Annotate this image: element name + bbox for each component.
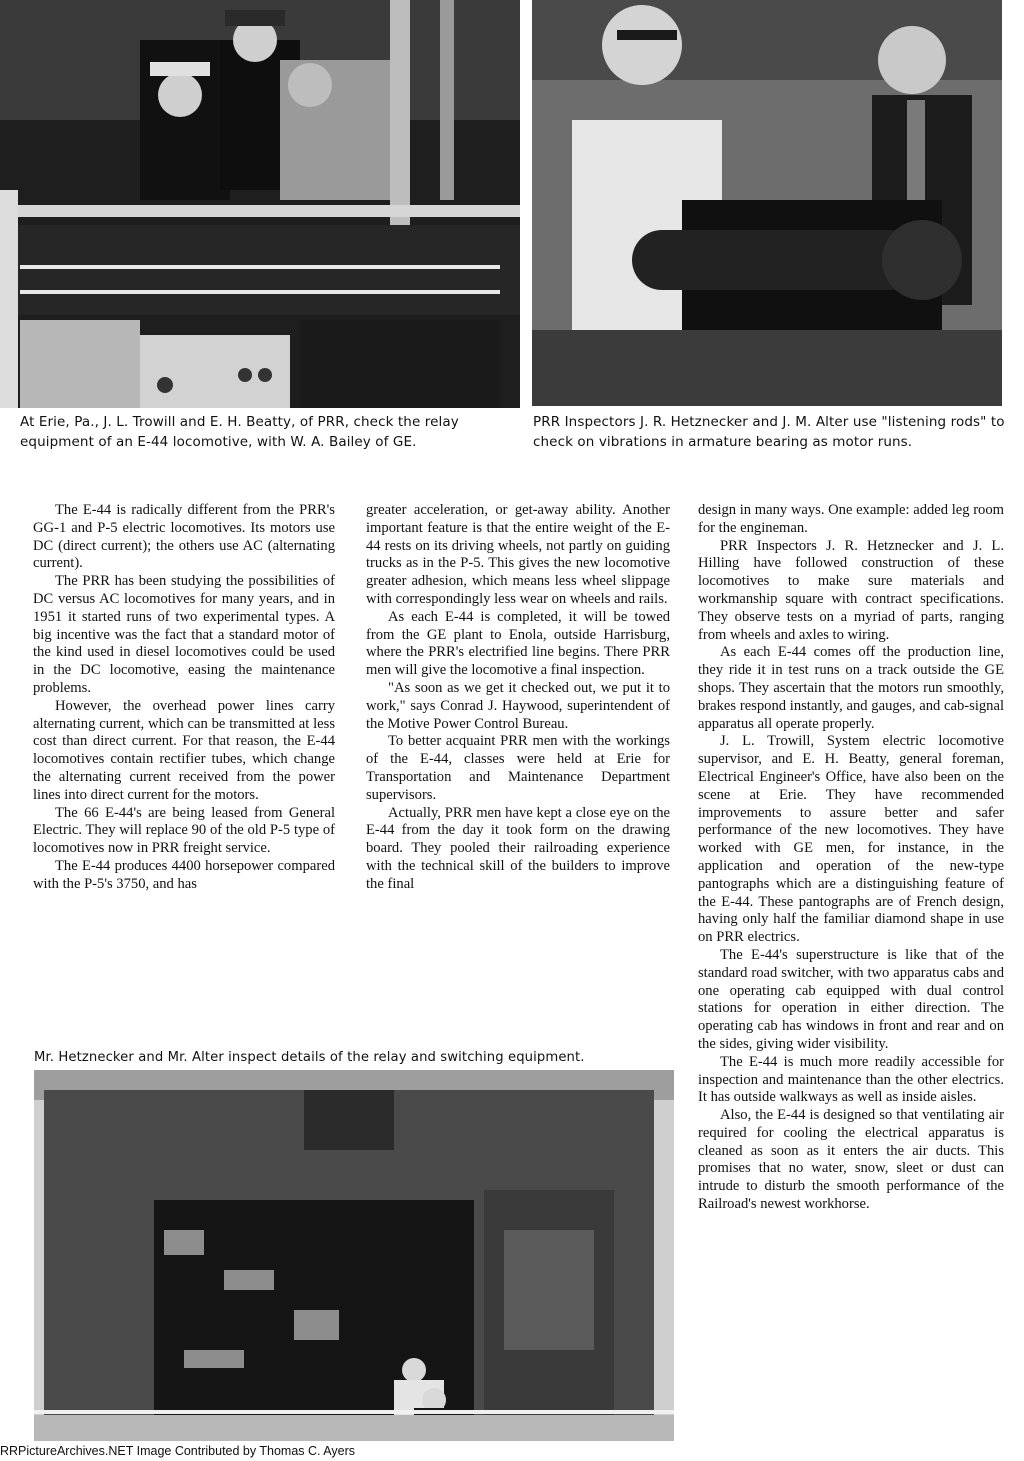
article-column-2: [366, 502, 670, 894]
paragraph: J. L. Trowill, System electric locomotive supervisor, and E. H. Beatty, general foreman, Electrical Engineer's Office, have also been on the scene at Erie. They have recommended improvements to assure better and safer performance of the new locomotives. They have worked with GE men, for instance, in the application and operation of the new-type pantographs which are a distinguishing feature of the E-44. These pantographs are of French design, having only half the familiar diamond shape in use on PRR electrics.: [698, 733, 1004, 946]
photo-switching-equipment: [34, 1070, 674, 1441]
article-column-1: [33, 502, 335, 894]
paragraph: "As soon as we get it checked out, we put it to work," says Conrad J. Haywood, superintendent of the Motive Power Control Bureau.: [366, 679, 670, 732]
paragraph: The 66 E-44's are being leased from General Electric. They will replace 90 of the old P-5 type of locomotives now in PRR freight service.: [33, 804, 335, 857]
paragraph: The E-44 produces 4400 horsepower compared with the P-5's 3750, and has: [33, 857, 335, 892]
paragraph: The E-44 is much more readily accessible for inspection and maintenance than the other electrics. It has outside walkways as well as inside aisles.: [698, 1053, 1004, 1106]
paragraph: Also, the E-44 is designed so that ventilating air required for cooling the electrical apparatus is cleaned as soon as it enters the air ducts. This promises that no water, snow, sleet or dust can intrude to disturb the smooth performance of the Railroad's newest workhorse.: [698, 1107, 1004, 1213]
photo-relay-equipment: [0, 0, 520, 408]
caption-listening-rods: PRR Inspectors J. R. Hetznecker and J. M. Alter use "listening rods" to check on vibrations in armature bearing as motor runs.: [533, 414, 1005, 450]
paragraph: To better acquaint PRR men with the workings of the E-44, classes were held at Erie for Transportation and Maintenance Department supervisors.: [366, 733, 670, 803]
caption-relay-equipment: At Erie, Pa., J. L. Trowill and E. H. Beatty, of PRR, check the relay equipment of an E-44 locomotive, with W. A. Bailey of GE.: [20, 414, 459, 450]
paragraph: The E-44's superstructure is like that of the standard road switcher, with two apparatus cabs and one operating cab equipped with dual control stations for operation in either direction. The operating cab has windows in front and rear and on the sides, giving wider visibility.: [698, 946, 1004, 1052]
paragraph: Actually, PRR men have kept a close eye on the E-44 from the day it took form on the drawing board. They pooled their railroading experience with the technical skill of the builders to improve the final: [366, 804, 670, 892]
paragraph: design in many ways. One example: added leg room for the engineman.: [698, 502, 1004, 536]
paragraph: PRR Inspectors J. R. Hetznecker and J. L. Hilling have followed construction of these locomotives to make sure materials and workmanship square with contract specifications. They observe tests on a myriad of parts, ranging from wheels and axles to wiring.: [698, 537, 1004, 643]
caption-switching-equipment: Mr. Hetznecker and Mr. Alter inspect details of the relay and switching equipment.: [34, 1050, 585, 1065]
paragraph: The E-44 is radically different from the PRR's GG-1 and P-5 electric locomotives. Its motors use DC (direct current); the others use AC (alternating current).: [33, 502, 335, 572]
paragraph: The PRR has been studying the possibilities of DC versus AC locomotives for many years, and in 1951 it started runs of two experimental types. A big incentive was the fact that a standard motor of the kind used in diesel locomotives could be used in the DC locomotive, easing the maintenance problems.: [33, 573, 335, 696]
paragraph: As each E-44 is completed, it will be towed from the GE plant to Enola, outside Harrisburg, where the PRR's electrified line begins. There PRR men will give the locomotive a final inspection.: [366, 608, 670, 679]
article-column-3: [698, 502, 1004, 1214]
paragraph: However, the overhead power lines carry alternating current, which can be transmitted at less cost than direct current. For that reason, the E-44 locomotives contain rectifier tubes, which change the alternating current received from the power lines into direct current for the motors.: [33, 697, 335, 803]
paragraph: As each E-44 comes off the production line, they ride it in test runs on a track outside the GE shops. They ascertain that the motors run smoothly, brakes respond instantly, and gauges, and cab-signal apparatus all operate properly.: [698, 644, 1004, 732]
paragraph: greater acceleration, or get-away ability. Another important feature is that the entire weight of the E-44 rests on its driving wheels, not partly on guiding trucks as in the P-5. This gives the new locomotive greater adhesion, which means less wheel slippage with correspondingly less wear on wheels and rails.: [366, 502, 670, 607]
photo-listening-rods: [532, 0, 1002, 406]
image-credit: RRPictureArchives.NET Image Contributed by Thomas C. Ayers: [0, 1444, 356, 1458]
